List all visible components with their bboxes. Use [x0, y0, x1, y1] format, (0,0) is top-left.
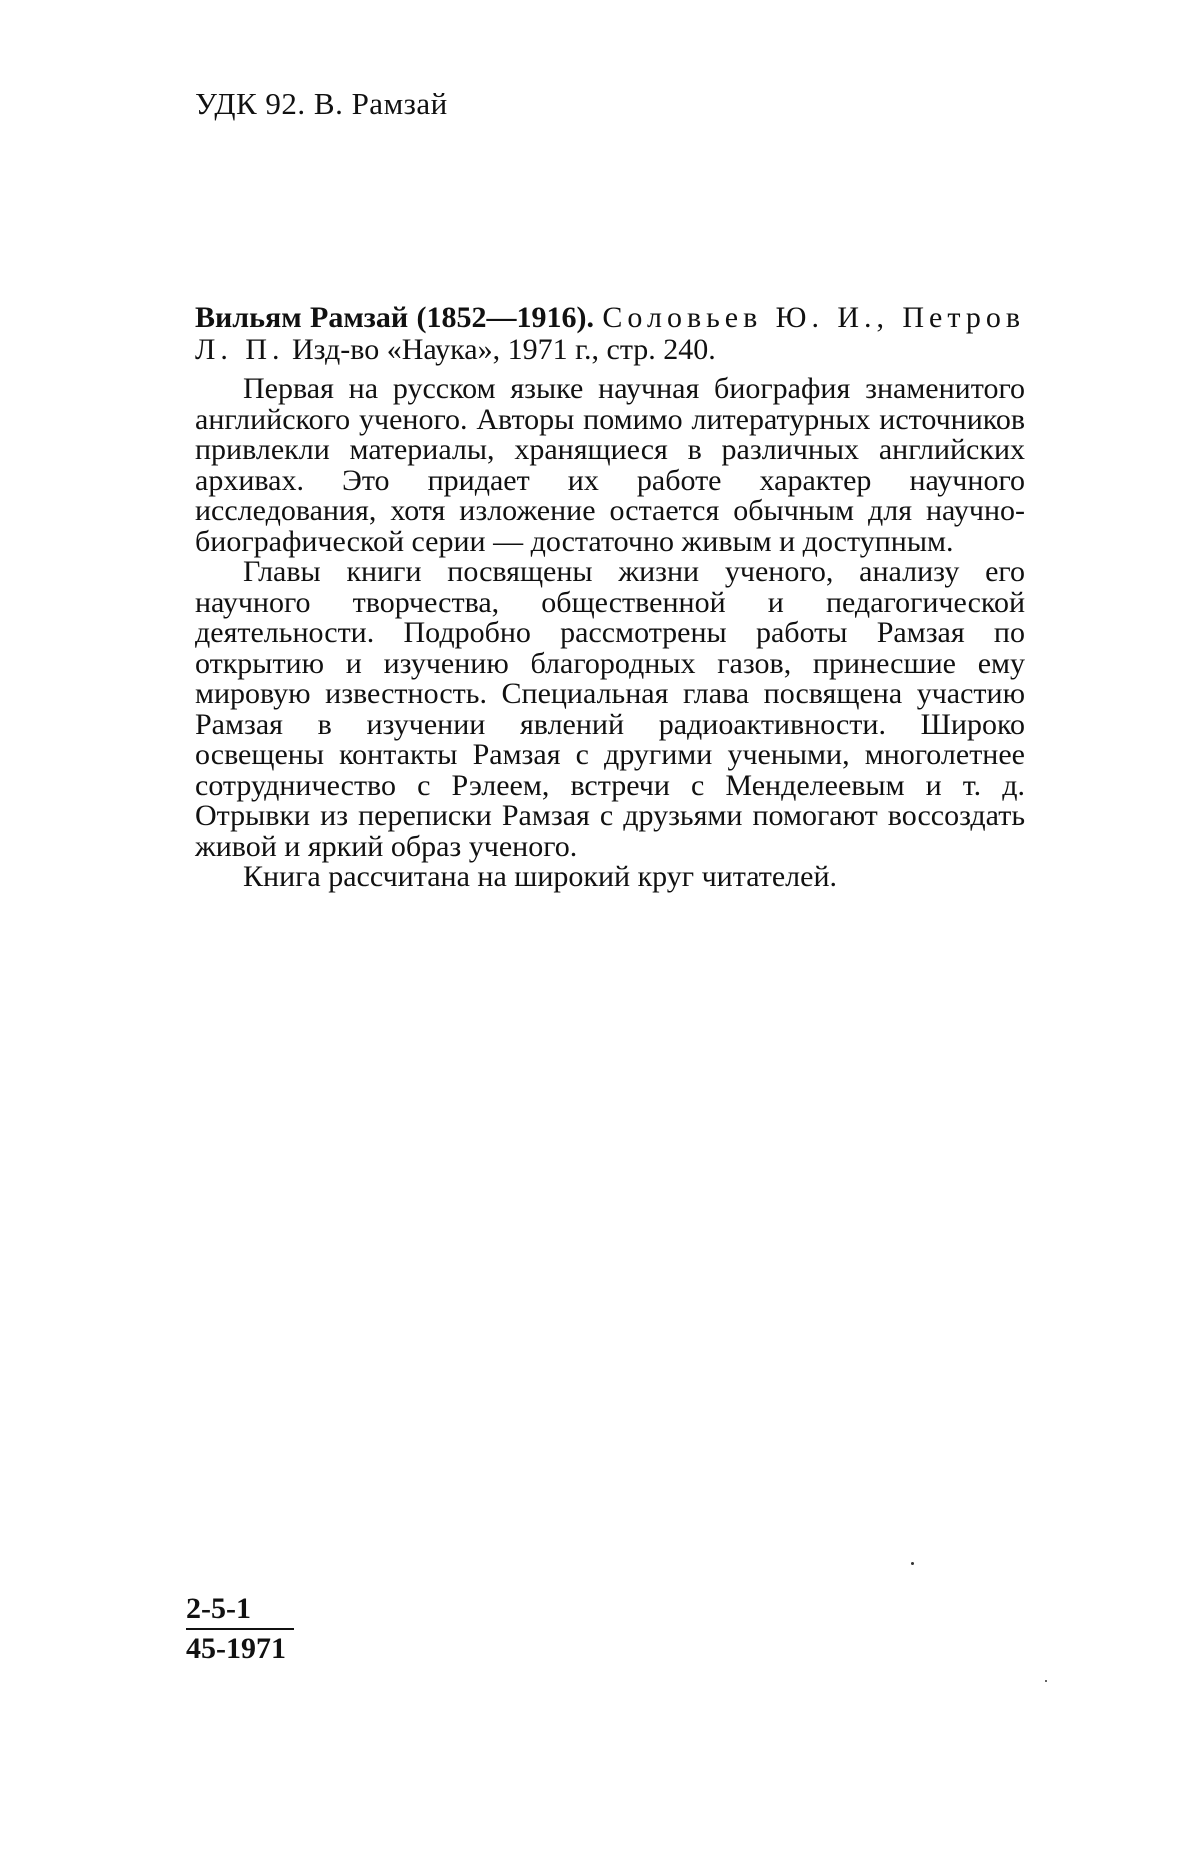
scan-speck	[1045, 1680, 1047, 1682]
book-publisher: Изд-во «Наука», 1971 г., стр. 240.	[292, 333, 716, 366]
annotation-paragraph-2: Главы книги посвящены жизни ученого, анализу его научного творчества, общественной и педагогической деятельности. Подробно рассмотрены работы Рамзая по открытию и изучению благородных газов, принесшие ему мировую известность. Специальная глава посвящена участию Рамзая в изучении явлений радиоактивности. Широко освещены контакты Рамзая с другими учеными, многолетнее сотрудничество с Рэлеем, встречи с Менделеевым и т. д. Отрывки из переписки Рамзая с друзьями помогают воссоздать живой и яркий образ ученого.	[195, 555, 1025, 863]
udk-code: УДК 92. В. Рамзай	[195, 86, 448, 121]
annotation-block	[195, 302, 1025, 893]
book-authors: Соловьев Ю. И., Петров Л. П.	[195, 301, 1025, 366]
scan-speck	[911, 1562, 914, 1565]
annotation-paragraph-1: Первая на русском языке научная биография знаменитого английского ученого. Авторы помимо литературных источников привлекли материалы, хранящиеся в различных английских архивах. Это придает их работе характер научного исследования, хотя изложение остается обычным для научно-биографической серии — достаточно живым и доступным.	[195, 372, 1025, 558]
publisher-code	[186, 1592, 294, 1666]
bibliographic-citation	[195, 302, 1025, 366]
annotation-paragraph-3: Книга рассчитана на широкий круг читателей.	[243, 860, 838, 893]
book-title: Вильям Рамзай (1852—1916).	[195, 301, 594, 334]
publisher-code-denominator: 45-1971	[186, 1632, 286, 1665]
publisher-code-numerator: 2-5-1	[186, 1592, 294, 1630]
